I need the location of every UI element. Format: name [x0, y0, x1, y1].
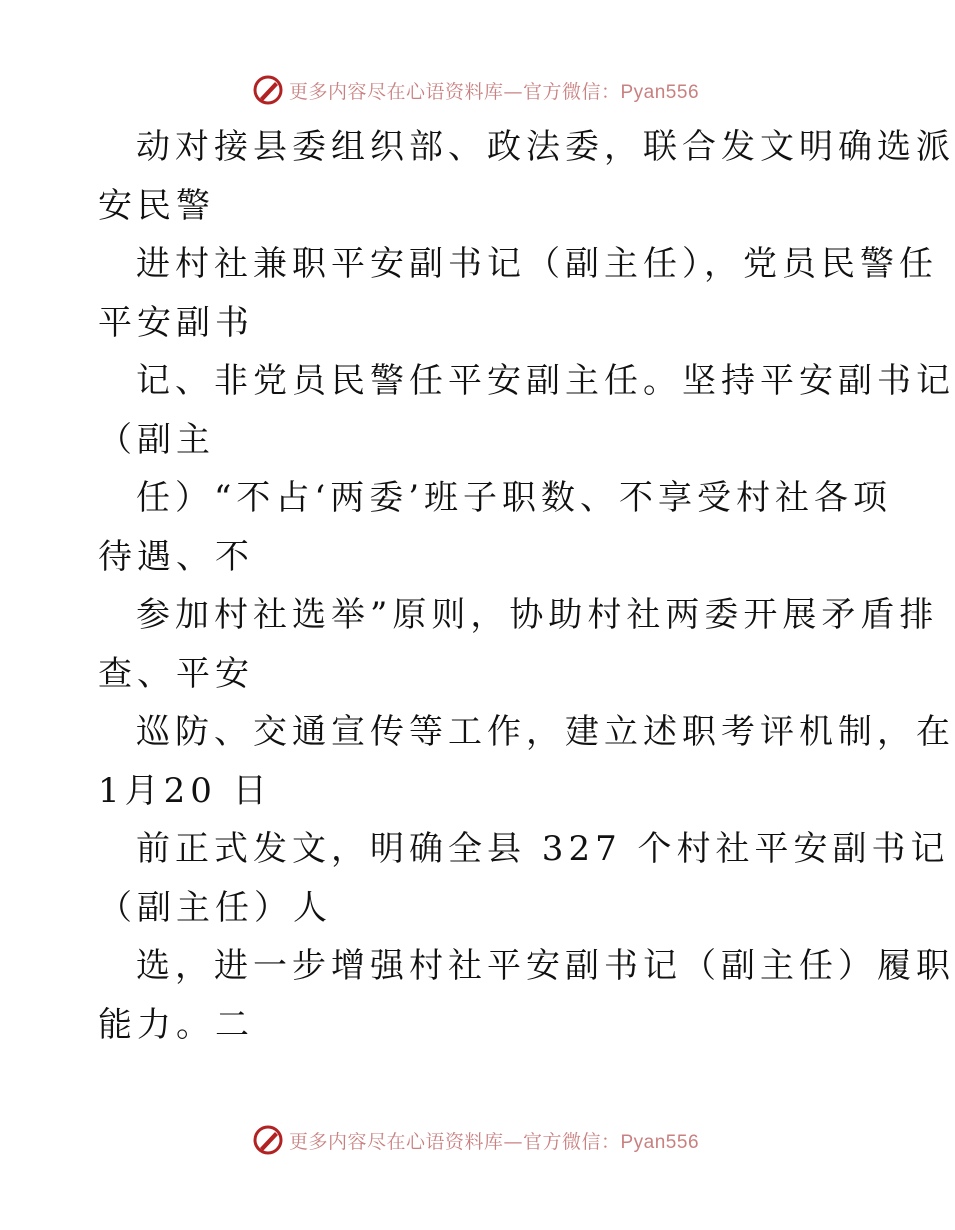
text-line: 巡防、交通宣传等工作，建立述职考评机制，在 [136, 712, 955, 752]
text-line: 记、非党员民警任平安副主任。坚持平安副书记 [136, 361, 955, 401]
text-line: （副主 [98, 419, 215, 460]
text-line: （副主任）人 [98, 887, 332, 928]
text-line: 1月20 日 [98, 770, 272, 811]
header-watermark [0, 70, 950, 110]
text-line: 动对接县委组织部、政法委，联合发文明确选派 [136, 127, 955, 167]
text-line: 前正式发文，明确全县 327 个村社平安副书记 [136, 829, 950, 869]
text-line: 参加村社选举”原则，协助村社两委开展矛盾排 [136, 595, 939, 635]
text-line: 安民警 [98, 185, 215, 226]
text-line: 进村社兼职平安副书记（副主任），党员民警任 [136, 244, 938, 284]
text-line: 选，进一步增强村社平安副书记（副主任）履职 [136, 946, 955, 986]
text-line: 待遇、不 [98, 536, 254, 577]
watermark-text: 更多内容尽在心语资料库—官方微信：Pyan556 [288, 80, 700, 103]
text-line: 查、平安 [98, 653, 254, 694]
footer-watermark [0, 1120, 950, 1160]
text-line: 任）“不占‘两委’班子职数、不享受村社各项 [136, 478, 892, 518]
watermark-text: 更多内容尽在心语资料库—官方微信：Pyan556 [288, 1130, 700, 1153]
text-line: 能力。二 [98, 1004, 254, 1045]
text-line: 平安副书 [98, 302, 254, 343]
document-body [98, 118, 955, 1054]
pen-seal-icon [251, 73, 285, 107]
pen-seal-icon [251, 1123, 285, 1157]
